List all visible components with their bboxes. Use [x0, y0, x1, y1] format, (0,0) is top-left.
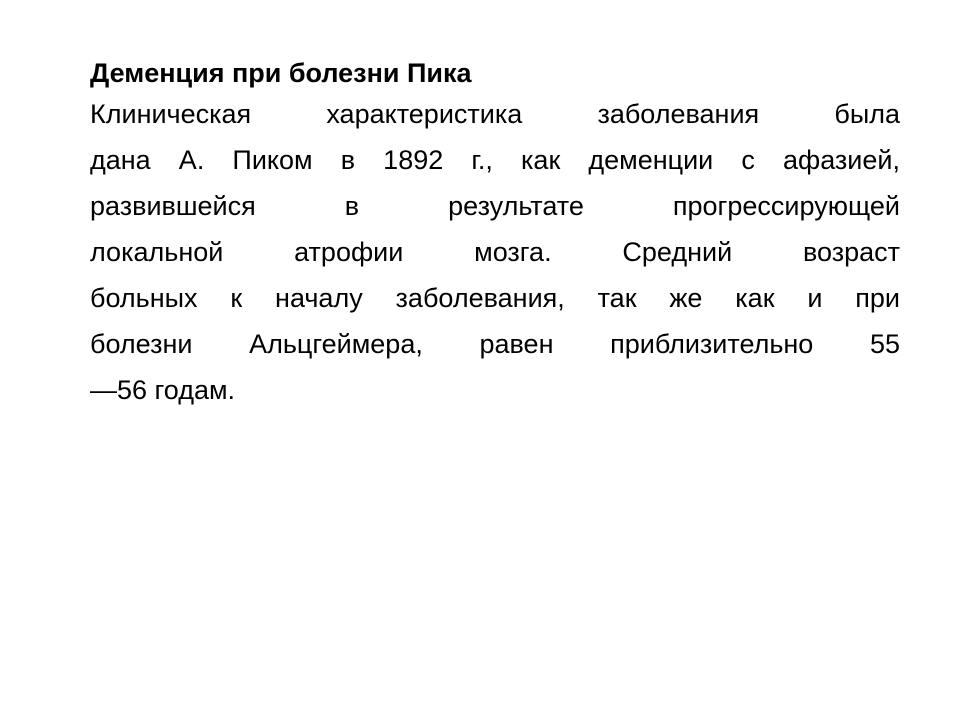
paragraph-line: дана А. Пиком в 1892 г., как деменции с афазией, [90, 145, 900, 175]
slide-text-block [90, 55, 900, 413]
paragraph-line: больных к началу заболевания, так же как и при [90, 283, 900, 313]
paragraph-line: Клиническая характеристика заболевания была [90, 99, 900, 129]
slide-paragraph [90, 91, 900, 413]
slide-title: Деменция при болезни Пика [90, 58, 472, 88]
paragraph-line: развившейся в результате прогрессирующей [90, 191, 900, 221]
paragraph-line: локальной атрофии мозга. Средний возраст [90, 237, 900, 267]
paragraph-line: болезни Альцгеймера, равен приблизительно 55 [90, 329, 900, 359]
paragraph-line: —56 годам. [90, 375, 236, 405]
